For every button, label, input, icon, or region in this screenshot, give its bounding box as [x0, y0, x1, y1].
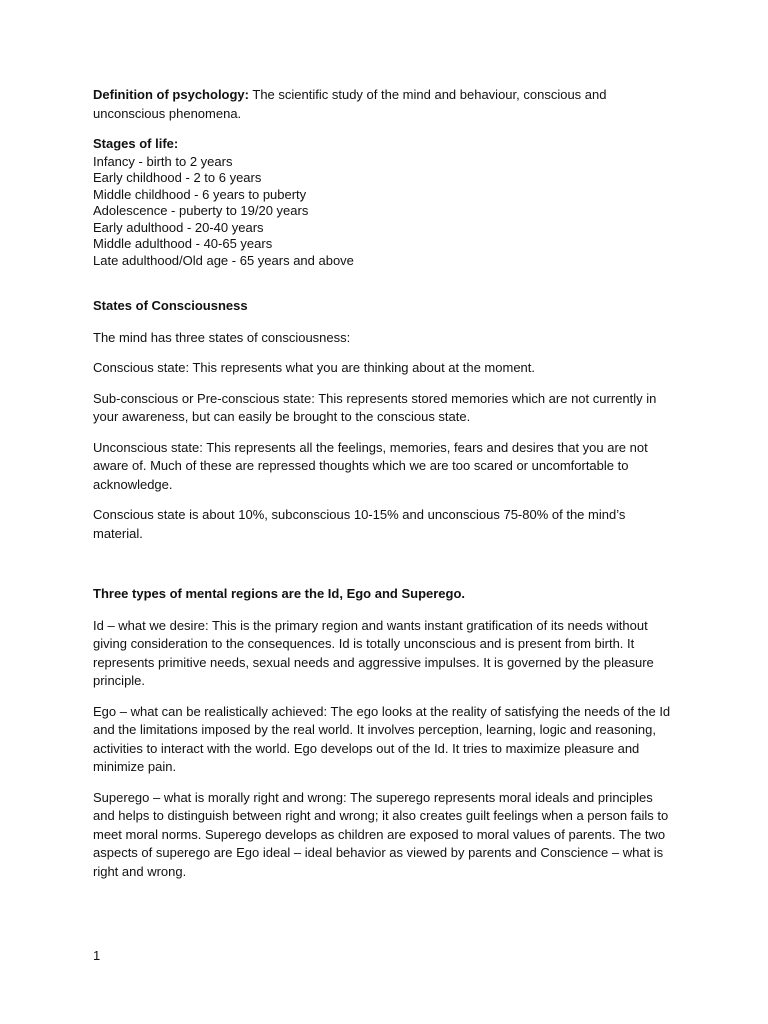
consciousness-paragraph: Conscious state is about 10%, subconscious 10-15% and unconscious 75-80% of the mind’s material. [93, 507, 626, 541]
stages-heading: Stages of life: [93, 136, 179, 151]
page-number: 1 [93, 948, 101, 963]
stage-item: Infancy - birth to 2 years [93, 153, 233, 169]
definition-label: Definition of psychology: [93, 87, 249, 102]
consciousness-heading: States of Consciousness [93, 298, 248, 313]
region-paragraph-id: Id – what we desire: This is the primary region and wants instant gratification of its needs without giving consideration to the consequences. Id is totally unconscious and is present from birth. It represents primitive needs, sexual needs and aggressive impulses. It is governed by the pleasure principle. [93, 617, 654, 688]
stages-list [93, 154, 678, 270]
stage-item: Middle childhood - 6 years to puberty [93, 186, 307, 202]
definition-paragraph [93, 86, 678, 123]
consciousness-paragraph: Conscious state: This represents what you are thinking about at the moment. [93, 360, 535, 375]
stage-item: Early adulthood - 20-40 years [93, 219, 264, 235]
region-paragraph-superego: Superego – what is morally right and wrong: The superego represents moral ideals and principles and helps to distinguish between right and wrong; it also creates guilt feelings when a person fails to meet moral norms. Superego develops as children are exposed to moral values of parents. The two aspects of superego are Ego ideal – ideal behavior as viewed by parents and Conscience – what is right and wrong. [93, 789, 669, 879]
region-paragraph-ego: Ego – what can be realistically achieved: The ego looks at the reality of satisfying the needs of the Id and the limitations imposed by the real world. It involves perception, learning, logic and reasoning, activities to interact with the world. Ego develops out of the Id. It tries to maximize pleasure and minimize pain. [93, 703, 671, 774]
regions-heading: Three types of mental regions are the Id, Ego and Superego. [93, 586, 466, 601]
consciousness-paragraph: Unconscious state: This represents all the feelings, memories, fears and desires that you are not aware of. Much of these are repressed thoughts which we are too scared or uncomfortable to acknowledge. [93, 439, 648, 492]
consciousness-paragraph: Sub-conscious or Pre-conscious state: This represents stored memories which are not currently in your awareness, but can easily be brought to the conscious state. [93, 390, 657, 424]
consciousness-paragraph: The mind has three states of consciousness: [93, 329, 351, 345]
stage-item: Early childhood - 2 to 6 years [93, 170, 262, 185]
stage-item: Adolescence - puberty to 19/20 years [93, 203, 309, 218]
stages-of-life-section [93, 135, 678, 269]
definition-text: The scientific study of the mind and behaviour, conscious and unconscious phenomena. [93, 87, 607, 121]
stage-item: Middle adulthood - 40-65 years [93, 236, 273, 251]
document-body [93, 86, 678, 893]
stage-item: Late adulthood/Old age - 65 years and above [93, 252, 354, 268]
